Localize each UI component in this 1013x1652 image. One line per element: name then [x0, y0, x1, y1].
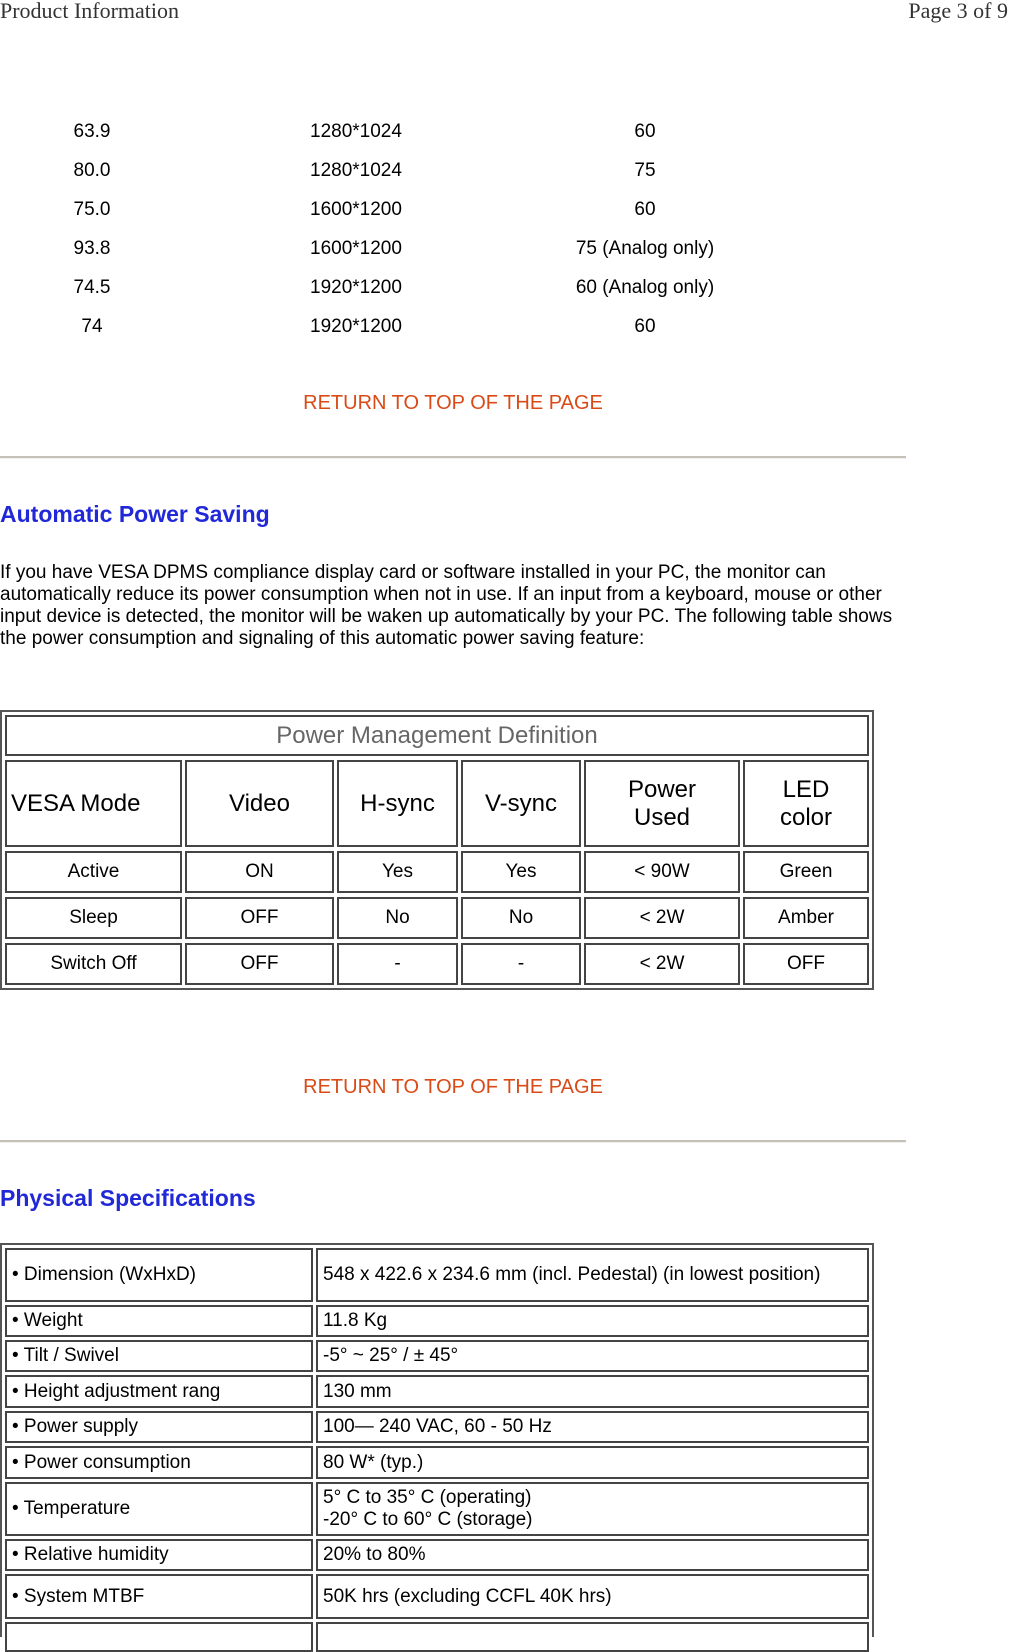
column-header: LED color [743, 760, 869, 847]
table-cell: - [337, 943, 458, 985]
table-cell: Yes [461, 851, 581, 893]
column-header: Video [185, 760, 334, 847]
spec-label: • Height adjustment rang [5, 1375, 313, 1408]
spec-value: 50K hrs (excluding CCFL 40K hrs) [316, 1574, 869, 1619]
horizontal-frequency: 80.0 [73, 160, 111, 181]
horizontal-frequency: 75.0 [73, 199, 111, 220]
timing-row [0, 121, 900, 160]
spec-value: -5° ~ 25° / ± 45° [316, 1340, 869, 1372]
timing-row [0, 238, 900, 277]
table-cell: < 2W [584, 943, 740, 985]
spec-label: • Power supply [5, 1411, 313, 1443]
table-cell: Amber [743, 897, 869, 939]
physical-specs-table [0, 1243, 874, 1637]
power-saving-description: If you have VESA DPMS compliance display card or software installed in your PC, the monitor can automatically reduce its power consumption when not in use. If an input from a keyboard, mouse or other input device is detected, the monitor will be waken up automatically by your PC. The following table shows the power consumption and signaling of this automatic power saving feature: [0, 562, 893, 649]
spec-value: 5° C to 35° C (operating) -20° C to 60° C (storage) [316, 1482, 869, 1536]
resolution: 1600*1200 [310, 199, 402, 220]
page-number: Page 3 of 9 [908, 0, 1008, 23]
vertical-frequency: 60 [634, 121, 656, 142]
vertical-frequency: 60 [634, 199, 656, 220]
table-cell: OFF [743, 943, 869, 985]
resolution: 1920*1200 [310, 277, 402, 298]
timing-row [0, 160, 900, 199]
resolution: 1280*1024 [310, 121, 402, 142]
page-header-title: Product Information [0, 0, 180, 23]
table-cell: Switch Off [5, 943, 182, 985]
horizontal-frequency: 74 [81, 316, 103, 337]
spec-value: 548 x 422.6 x 234.6 mm (incl. Pedestal) (in lowest position) [316, 1248, 869, 1302]
section-heading-physical-specs: Physical Specifications [0, 1185, 256, 1211]
table-cell: Green [743, 851, 869, 893]
return-to-top-link[interactable]: RETURN TO TOP OF THE PAGE [303, 1076, 603, 1098]
table-title: Power Management Definition [5, 715, 869, 756]
spec-value: 80 W* (typ.) [316, 1446, 869, 1479]
vertical-frequency: 60 (Analog only) [575, 277, 715, 298]
horizontal-frequency: 93.8 [73, 238, 111, 259]
table-cell: Yes [337, 851, 458, 893]
spec-label: • Weight [5, 1305, 313, 1337]
spec-value: 20% to 80% [316, 1539, 869, 1571]
spec-label: • System MTBF [5, 1574, 313, 1619]
power-management-table [0, 710, 874, 990]
spec-value: 11.8 Kg [316, 1305, 869, 1337]
horizontal-frequency: 63.9 [73, 121, 111, 142]
resolution: 1280*1024 [310, 160, 402, 181]
column-header: H-sync [337, 760, 458, 847]
table-cell: No [461, 897, 581, 939]
resolution: 1920*1200 [310, 316, 402, 337]
table-cell: Active [5, 851, 182, 893]
section-heading-power-saving: Automatic Power Saving [0, 501, 270, 527]
table-cell: OFF [185, 943, 334, 985]
resolution: 1600*1200 [310, 238, 402, 259]
spec-value: 130 mm [316, 1375, 869, 1408]
spec-label: • Dimension (WxHxD) [5, 1248, 313, 1302]
timing-row [0, 199, 900, 238]
spec-value [316, 1622, 869, 1652]
timing-row [0, 316, 900, 355]
vertical-frequency: 75 [634, 160, 656, 181]
table-cell: ON [185, 851, 334, 893]
vertical-frequency: 60 [634, 316, 656, 337]
spec-label: • Power consumption [5, 1446, 313, 1479]
horizontal-frequency: 74.5 [73, 277, 111, 298]
column-header: V-sync [461, 760, 581, 847]
table-cell: < 2W [584, 897, 740, 939]
spec-label: • Relative humidity [5, 1539, 313, 1571]
table-cell: OFF [185, 897, 334, 939]
return-to-top-link[interactable]: RETURN TO TOP OF THE PAGE [303, 392, 603, 414]
vertical-frequency: 75 (Analog only) [575, 238, 715, 259]
table-cell: Sleep [5, 897, 182, 939]
table-cell: No [337, 897, 458, 939]
column-header: Power Used [584, 760, 740, 847]
column-header: VESA Mode [5, 760, 182, 847]
timing-row [0, 277, 900, 316]
divider [0, 456, 906, 459]
spec-label [5, 1622, 313, 1652]
timing-table [0, 121, 900, 355]
spec-label: • Temperature [5, 1482, 313, 1536]
spec-label: • Tilt / Swivel [5, 1340, 313, 1372]
spec-value: 100— 240 VAC, 60 - 50 Hz [316, 1411, 869, 1443]
divider [0, 1140, 906, 1143]
table-cell: - [461, 943, 581, 985]
table-cell: < 90W [584, 851, 740, 893]
